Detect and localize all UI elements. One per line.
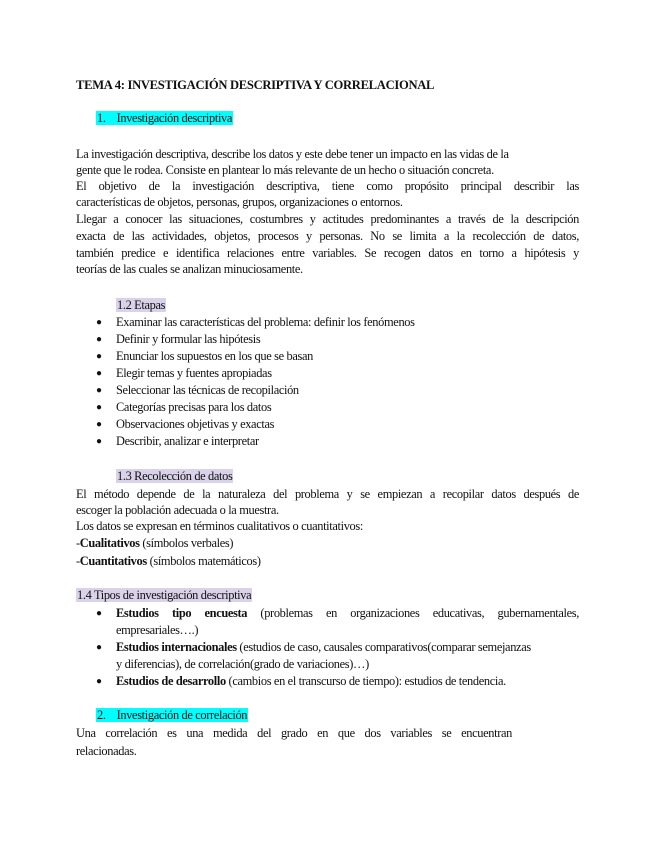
term-cuantitativos: Cuantitativos: [79, 554, 147, 568]
list-item: Examinar las características del problema: definir los fenómenos: [116, 315, 415, 329]
list-item: Describir, analizar e interpretar: [116, 434, 259, 448]
term-description: (estudios de caso, causales comparativos(comparar semejanzas: [236, 640, 531, 654]
list-item: Seleccionar las técnicas de recopilación: [116, 383, 299, 397]
list-item: [116, 673, 506, 689]
section-1-number: 1.: [97, 111, 106, 125]
list-item: Categorías precisas para los datos: [116, 400, 272, 414]
list-item-continuation: y diferencias), de correlación(grado de variaciones)…): [116, 657, 369, 671]
paragraph-line: características de objetos, personas, grupos, organizaciones o entornos.: [76, 195, 403, 209]
section-1-title: Investigación descriptiva: [116, 111, 233, 125]
data-type-cualitativos: [76, 535, 233, 551]
paragraph-line: exacta de las actividades, objetos, procesos y personas. No se limita a la recolección de datos,: [76, 229, 579, 243]
term-internacionales: Estudios internacionales: [116, 640, 237, 654]
bullet-icon: ●: [96, 608, 102, 619]
paragraph-line: Los datos se expresan en términos cualitativos o cuantitativos:: [76, 519, 363, 533]
list-item: Definir y formular las hipótesis: [116, 332, 261, 346]
list-item: [116, 605, 579, 621]
bullet-icon: ●: [96, 385, 102, 396]
term-encuesta: Estudios tipo encuesta: [116, 606, 248, 620]
subsection-recoleccion-title: 1.3 Recolección de datos: [117, 469, 233, 483]
paragraph-line: El método depende de la naturaleza del problema y se empiezan a recopilar datos después de: [76, 487, 579, 501]
bullet-icon: ●: [96, 317, 102, 328]
term-description: (cambios en el transcurso de tiempo): estudios de tendencia.: [225, 674, 506, 688]
bullet-icon: ●: [96, 351, 102, 362]
term-cualitativos: Cualitativos: [79, 536, 140, 550]
term-description: (problemas en organizaciones educativas, gubernamentales,: [247, 606, 579, 620]
dash-marker: -: [76, 536, 80, 550]
section-1-heading-highlight: [96, 111, 233, 125]
bullet-icon: ●: [96, 368, 102, 379]
paragraph-line: Una correlación es una medida del grado en que dos variables se encuentran: [76, 726, 512, 740]
bullet-icon: ●: [96, 419, 102, 430]
list-item: Elegir temas y fuentes apropiadas: [116, 366, 272, 380]
subsection-etapas-heading: [116, 297, 166, 313]
section-2-number: 2.: [97, 708, 106, 722]
document-title: TEMA 4: INVESTIGACIÓN DESCRIPTIVA Y CORRELACIONAL: [76, 78, 435, 92]
bullet-icon: ●: [96, 436, 102, 447]
paragraph-line: relacionadas.: [76, 744, 137, 758]
section-2-heading: [96, 707, 248, 723]
section-2-heading-highlight: [96, 708, 248, 722]
subsection-tipos-heading: [76, 587, 252, 603]
bullet-icon: ●: [96, 334, 102, 345]
bullet-icon: ●: [96, 402, 102, 413]
list-item: Enunciar los supuestos en los que se basan: [116, 349, 313, 363]
paragraph-line: La investigación descriptiva, describe los datos y este debe tener un impacto en las vidas de la: [76, 147, 509, 161]
bullet-icon: ●: [96, 642, 102, 653]
term-desarrollo: Estudios de desarrollo: [116, 674, 226, 688]
list-item: [116, 639, 531, 655]
paragraph-line: escoger la población adecuada o la muestra.: [76, 503, 279, 517]
subsection-etapas-title: 1.2 Etapas: [117, 298, 166, 312]
paragraph-line: también predice e identifica relaciones entre variables. Se recogen datos en torno a hipótesis y: [76, 246, 579, 260]
list-item: Observaciones objetivas y exactas: [116, 417, 275, 431]
paragraph-line: El objetivo de la investigación descriptiva, tiene como propósito principal describir las: [76, 179, 579, 193]
bullet-icon: ●: [96, 676, 102, 687]
term-description: (símbolos matemáticos): [146, 554, 261, 568]
section-2-title: Investigación de correlación: [116, 708, 248, 722]
subsection-recoleccion-heading: [116, 468, 233, 484]
data-type-cuantitativos: [76, 553, 261, 569]
subsection-tipos-title: 1.4 Tipos de investigación descriptiva: [77, 588, 252, 602]
section-1-heading: [96, 110, 233, 126]
paragraph-line: gente que le rodea. Consiste en plantear lo más relevante de un hecho o situación concreta.: [76, 163, 494, 177]
term-description: (símbolos verbales): [139, 536, 234, 550]
paragraph-line: teorías de las cuales se analizan minuciosamente.: [76, 262, 303, 276]
paragraph-line: Llegar a conocer las situaciones, costumbres y actitudes predominantes a través de la descripción: [76, 212, 579, 226]
list-item-continuation: empresariales….): [116, 623, 199, 637]
dash-marker: -: [76, 554, 80, 568]
